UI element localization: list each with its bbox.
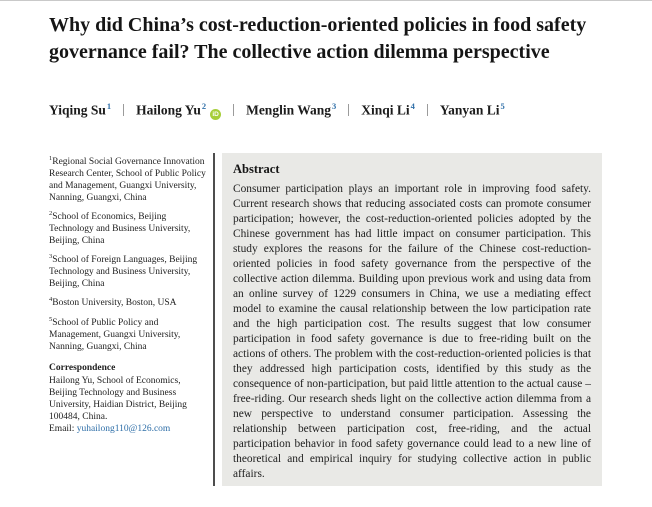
author xyxy=(246,101,336,119)
affiliation xyxy=(49,153,209,204)
paper-title: Why did China’s cost-reduction-oriented policies in food safety governance fail? The collective action dilemma perspective xyxy=(49,14,587,63)
abstract-panel xyxy=(222,153,602,486)
correspondence-section xyxy=(49,362,209,435)
affiliation-sup: 5 xyxy=(49,315,53,323)
author-affiliation-sup: 3 xyxy=(331,101,337,111)
author-affiliation-sup: 5 xyxy=(500,101,505,111)
affiliation-sup: 2 xyxy=(49,210,53,218)
author-row xyxy=(49,101,632,119)
affiliation-text: School of Economics, Beijing Technology and Business University, Beijing, China xyxy=(49,212,191,247)
correspondence-heading: Correspondence xyxy=(49,362,116,373)
author-separator xyxy=(348,104,349,116)
author-affiliation-sup: 4 xyxy=(410,101,415,111)
author-separator xyxy=(427,104,428,116)
affiliation-sup: 1 xyxy=(49,155,53,162)
author-name: Menglin Wang xyxy=(246,102,331,118)
affiliation xyxy=(49,208,209,247)
abstract-body: Consumer participation plays an important role in improving food safety. Current research shows that reducing associated costs can promote consumer participation; however, the cost-reduction-oriented policies adopted by the Chinese government has had little impact on consumer participation. This study explores the reasons for the failure of the Chinese cost-reduction-oriented policies in food safety governance from the perspective of the collective action dilemma. Building upon previous work and using data from an online survey of 1229 consumers in China, we use a mediating effect model to examine the causal relationship between the low participation rate and the high participation cost. The results suggest that low consumer participation in food safety governance is due to free-riding built on the actions of others. The problem with the cost-reduction-oriented policies is that they addressed high participation costs, identified by this study as the consequence of non-participation, but paid little attention to the actual cause – free-riding. Our research sheds light on the collective action dilemma from a new perspective to understand consumer participation. Assessing the relationship between participation cost, free-riding, and the actual participation behavior in food safety governance could lead to a new line of theoretical and empirical inquiry for studying collective action in public affairs. xyxy=(233,183,591,480)
correspondence-body: Hailong Yu, School of Economics, Beijing Technology and Business University, Haidian District, Beijing 100484, China. xyxy=(49,375,187,422)
author-separator xyxy=(233,104,234,116)
abstract-heading: Abstract xyxy=(233,162,280,176)
author-name: Yiqing Su xyxy=(49,102,106,118)
affiliation xyxy=(49,251,209,290)
email-link[interactable]: yuhailong110@126.com xyxy=(76,423,171,434)
affiliation xyxy=(49,294,209,309)
affiliation-text: Boston University, Boston, USA xyxy=(52,298,177,309)
author-affiliation-sup: 2 xyxy=(201,101,207,111)
orcid-icon[interactable] xyxy=(210,109,221,120)
author xyxy=(440,101,505,119)
author-affiliation-sup: 1 xyxy=(106,101,112,111)
affiliation-sup: 3 xyxy=(49,253,53,261)
affiliation-sup: 4 xyxy=(49,296,53,304)
author xyxy=(49,101,111,119)
author-name: Xinqi Li xyxy=(361,102,410,118)
column-divider xyxy=(213,153,215,486)
author-separator xyxy=(123,104,124,116)
affiliations-column xyxy=(49,153,209,435)
affiliation-text: School of Foreign Languages, Beijing Technology and Business University, Beijing, China xyxy=(49,255,198,290)
affiliation-text: School of Public Policy and Management, Guangxi University, Nanning, Guangxi, China xyxy=(49,317,181,352)
correspondence-email-line xyxy=(49,423,209,435)
author xyxy=(136,101,221,119)
author-name: Yanyan Li xyxy=(439,102,500,118)
affiliation xyxy=(49,314,209,353)
affiliation-text: Regional Social Governance Innovation Research Center, School of Public Policy and Management, Guangxi University, Nanning, Guangxi, China xyxy=(49,157,206,204)
email-label: Email: xyxy=(49,423,75,434)
author-name: Hailong Yu xyxy=(136,102,201,118)
author xyxy=(361,101,415,119)
